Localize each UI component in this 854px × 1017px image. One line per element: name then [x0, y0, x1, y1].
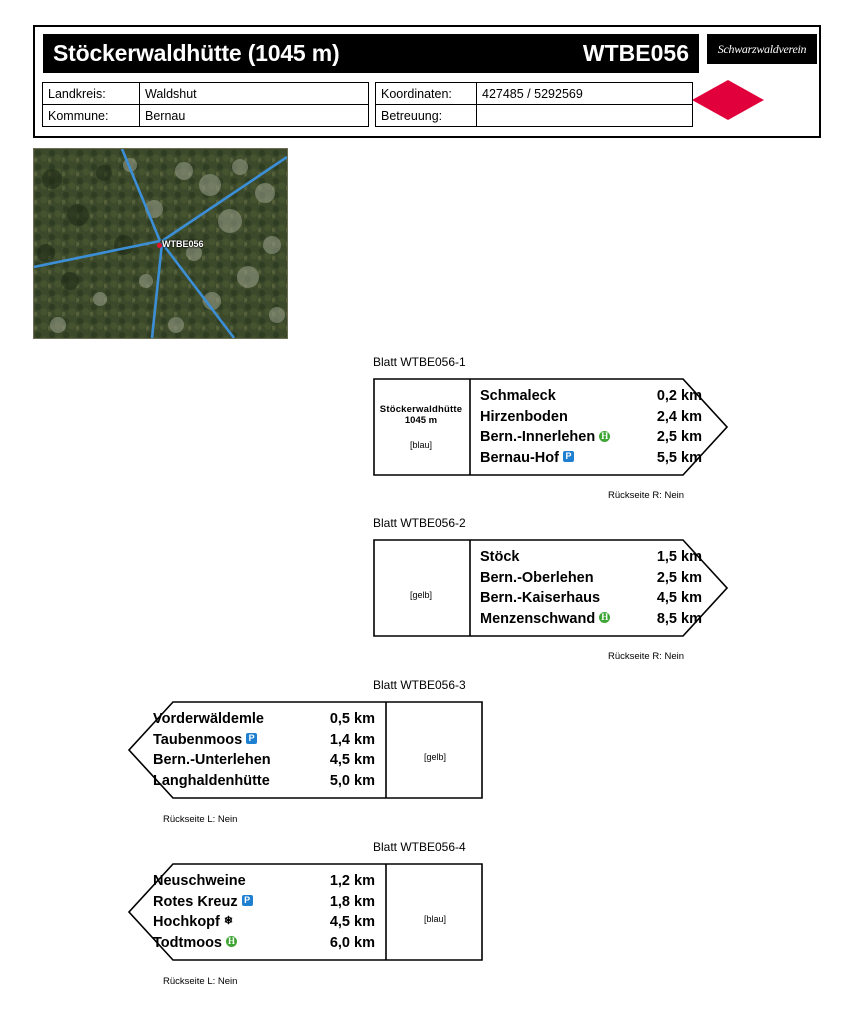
destination-distance: 6,0 km — [329, 934, 375, 951]
destination-distance: 8,5 km — [656, 610, 702, 627]
destination-name: Schmaleck — [480, 388, 556, 405]
list-item — [480, 407, 702, 428]
origin-name: Stöckerwaldhütte — [379, 403, 463, 415]
destination-distance: 2,5 km — [656, 429, 702, 446]
destination-name: Todtmoos — [153, 934, 222, 951]
destination-distance: 5,5 km — [656, 449, 702, 466]
destination-name: Bern.-Innerlehen — [480, 429, 596, 446]
landkreis-value: Waldshut — [140, 83, 369, 105]
betreuung-label: Betreuung: — [376, 105, 477, 127]
destination-distance: 2,5 km — [656, 569, 702, 586]
page-title: Stöckerwaldhütte (1045 m) — [53, 40, 340, 66]
destination-name: Menzenschwand — [480, 610, 596, 627]
destination-list-2 — [480, 547, 702, 629]
sign-plate-3 — [128, 701, 483, 799]
location-map[interactable] — [33, 148, 288, 339]
blatt-label-4: Blatt WTBE056-4 — [373, 840, 466, 854]
list-item — [480, 609, 702, 630]
sign-origin-2 — [373, 539, 469, 637]
destination-name: Vorderwäldemle — [153, 711, 264, 728]
destination-distance: 0,2 km — [656, 388, 702, 405]
schwarzwaldverein-logo: Schwarzwaldverein — [707, 34, 817, 64]
destination-name: Taubenmoos — [153, 731, 243, 748]
koordinaten-label: Koordinaten: — [376, 83, 477, 105]
destination-name: Hochkopf — [153, 914, 220, 931]
destination-name: Neuschweine — [153, 873, 246, 890]
table-row — [43, 105, 369, 127]
list-item — [480, 568, 702, 589]
destination-name: Bern.-Kaiserhaus — [480, 590, 601, 607]
list-item — [480, 547, 702, 568]
sign-plate-2 — [373, 539, 728, 637]
destination-distance: 1,8 km — [329, 893, 375, 910]
destination-distance: 1,4 km — [329, 731, 375, 748]
table-row — [43, 83, 369, 105]
list-item — [153, 933, 375, 954]
blatt-label-1: Blatt WTBE056-1 — [373, 355, 466, 369]
sign-origin-3 — [387, 701, 483, 799]
destination-distance: 5,0 km — [329, 772, 375, 789]
list-item — [153, 892, 375, 913]
destination-name: Hirzenboden — [480, 408, 568, 425]
destination-name: Rotes Kreuz — [153, 893, 238, 910]
kommune-label: Kommune: — [43, 105, 140, 127]
list-item — [153, 730, 375, 751]
sign-code: WTBE056 — [582, 40, 689, 66]
parking-icon: P — [246, 733, 257, 744]
title-bar — [43, 34, 699, 73]
info-table-left — [42, 82, 369, 127]
destination-name: Bern.-Unterlehen — [153, 752, 271, 769]
destination-name: Langhaldenhütte — [153, 772, 270, 789]
list-item — [153, 709, 375, 730]
blatt-label-2: Blatt WTBE056-2 — [373, 516, 466, 530]
betreuung-value — [477, 105, 693, 127]
rueckseite-note-1: Rückseite R: Nein — [608, 490, 685, 501]
sign-origin-4 — [387, 863, 483, 961]
destination-distance: 0,5 km — [329, 711, 375, 728]
destination-distance: 1,2 km — [329, 873, 375, 890]
route-color: [gelb] — [409, 590, 433, 600]
list-item — [153, 871, 375, 892]
route-color: [gelb] — [423, 752, 447, 762]
destination-distance: 4,5 km — [329, 914, 375, 931]
landkreis-label: Landkreis: — [43, 83, 140, 105]
list-item — [153, 750, 375, 771]
list-item — [480, 448, 702, 469]
map-marker-label: WTBE056 — [162, 239, 204, 249]
destination-name: Bern.-Oberlehen — [480, 569, 594, 586]
list-item — [480, 386, 702, 407]
route-color: [blau] — [423, 914, 447, 924]
rueckseite-note-4: Rückseite L: Nein — [163, 976, 238, 987]
snow-icon: ❄ — [223, 914, 234, 927]
rueckseite-note-3: Rückseite L: Nein — [163, 814, 238, 825]
bus-stop-icon: H — [227, 936, 235, 947]
destination-distance: 2,4 km — [656, 408, 702, 425]
kommune-value: Bernau — [140, 105, 369, 127]
table-row — [376, 105, 693, 127]
destination-name: Bernau-Hof — [480, 449, 559, 466]
sign-plate-4 — [128, 863, 483, 961]
red-diamond-icon — [692, 80, 764, 120]
route-color: [blau] — [409, 440, 433, 451]
parking-icon: P — [242, 895, 253, 906]
parking-icon: P — [563, 451, 574, 462]
destination-list-3 — [153, 709, 375, 791]
rueckseite-note-2: Rückseite R: Nein — [608, 651, 685, 662]
list-item — [480, 588, 702, 609]
destination-distance: 1,5 km — [656, 549, 702, 566]
list-item — [153, 912, 375, 933]
destination-list-4 — [153, 871, 375, 953]
list-item — [153, 771, 375, 792]
koordinaten-value: 427485 / 5292569 — [477, 83, 693, 105]
sign-plate-1 — [373, 378, 728, 476]
destination-name: Stöck — [480, 549, 520, 566]
bus-stop-icon: H — [601, 430, 609, 441]
table-row — [376, 83, 693, 105]
destination-list-1 — [480, 386, 702, 468]
blatt-label-3: Blatt WTBE056-3 — [373, 678, 466, 692]
sign-origin-1 — [373, 378, 469, 476]
bus-stop-icon: H — [601, 612, 609, 623]
origin-altitude: 1045 m — [404, 415, 438, 427]
list-item — [480, 427, 702, 448]
destination-distance: 4,5 km — [656, 590, 702, 607]
info-table-right — [375, 82, 693, 127]
destination-distance: 4,5 km — [329, 752, 375, 769]
